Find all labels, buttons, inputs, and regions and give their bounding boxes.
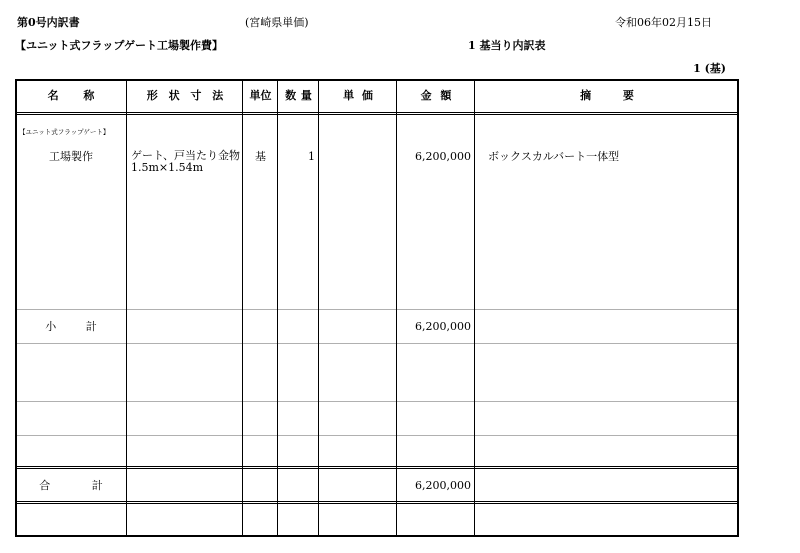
document-date: 令和06年02月15日 — [615, 16, 712, 29]
subtotal-label: 小 計 — [45, 320, 97, 333]
column-header-quantity: 数 量 — [285, 89, 312, 102]
document-number: 第0号内訳書 — [17, 16, 80, 29]
total-label: 合 計 — [39, 478, 103, 492]
item-name: 工場製作 — [49, 150, 93, 163]
cell-unit: 基 — [255, 150, 266, 163]
cell-quantity: 1 — [308, 150, 315, 163]
column-header-remarks: 摘 要 — [580, 89, 634, 102]
column-header-name: 名 称 — [47, 89, 95, 102]
per-unit-label: 1 基当り内訳表 — [468, 39, 546, 52]
unit-count: 1 (基) — [693, 62, 726, 75]
table-frame — [15, 79, 739, 537]
spec-line: 1.5m×1.54m — [131, 161, 204, 174]
price-basis: (宮崎県単価) — [245, 16, 309, 29]
cell-remarks: ボックスカルバート一体型 — [488, 150, 620, 163]
column-header-spec: 形 状 寸 法 — [146, 89, 224, 102]
total-amount: 6,200,000 — [415, 478, 471, 492]
breakdown-table — [15, 79, 739, 537]
column-header-unit: 単位 — [249, 89, 272, 102]
column-header-unit-price: 単 価 — [343, 89, 373, 102]
cell-amount: 6,200,000 — [415, 150, 471, 163]
document-title: 【ユニット式フラップゲート工場製作費】 — [15, 39, 224, 52]
subtotal-amount: 6,200,000 — [415, 320, 471, 333]
item-category-label: 【ユニット式フラップゲート】 — [19, 128, 110, 136]
spec-line: ゲート、戸当たり金物 — [131, 149, 241, 162]
column-header-amount: 金 額 — [420, 89, 452, 102]
